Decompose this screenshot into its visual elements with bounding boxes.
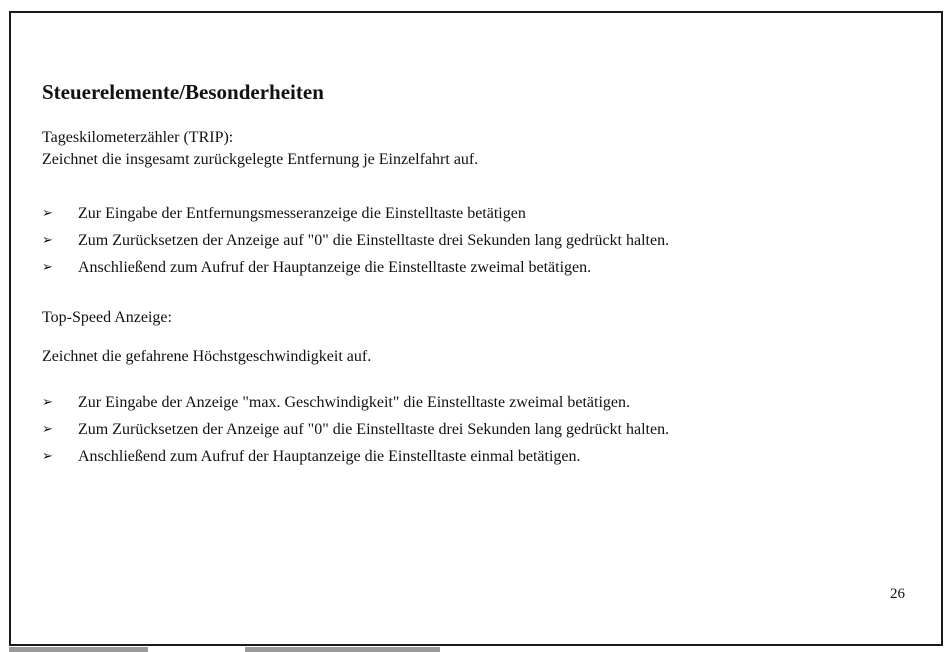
trip-steps-list xyxy=(42,203,669,284)
trip-step-text: Zur Eingabe der Entfernungsmesseranzeige die Einstelltaste betätigen xyxy=(78,205,526,222)
arrowhead-bullet-icon: ➢ xyxy=(42,449,53,464)
arrowhead-bullet-icon: ➢ xyxy=(42,395,53,410)
top-speed-description: Zeichnet die gefahrene Höchstgeschwindigkeit auf. xyxy=(42,348,372,365)
list-item xyxy=(42,257,669,284)
bottom-strip-left xyxy=(9,647,148,652)
top-speed-steps-list xyxy=(42,392,669,473)
trip-description: Zeichnet die insgesamt zurückgelegte Entfernung je Einzelfahrt auf. xyxy=(42,151,479,168)
top-speed-step-text: Zur Eingabe der Anzeige "max. Geschwindigkeit" die Einstelltaste zweimal betätigen. xyxy=(78,394,630,411)
top-speed-step-text: Anschließend zum Aufruf der Hauptanzeige die Einstelltaste einmal betätigen. xyxy=(78,448,581,465)
list-item xyxy=(42,419,669,446)
list-item xyxy=(42,203,669,230)
trip-step-text: Anschließend zum Aufruf der Hauptanzeige die Einstelltaste zweimal betätigen. xyxy=(78,259,592,276)
list-item xyxy=(42,446,669,473)
top-speed-step-text: Zum Zurücksetzen der Anzeige auf "0" die Einstelltaste drei Sekunden lang gedrückt halten. xyxy=(78,421,670,438)
page-number: 26 xyxy=(890,586,905,602)
section-heading: Steuerelemente/Besonderheiten xyxy=(42,80,324,104)
list-item xyxy=(42,230,669,257)
trip-title: Tageskilometerzähler (TRIP): xyxy=(42,129,234,146)
trip-step-text: Zum Zurücksetzen der Anzeige auf "0" die Einstelltaste drei Sekunden lang gedrückt halten. xyxy=(78,232,670,249)
bottom-strip-right xyxy=(245,647,440,652)
arrowhead-bullet-icon: ➢ xyxy=(42,206,53,221)
top-speed-title: Top-Speed Anzeige: xyxy=(42,309,172,326)
arrowhead-bullet-icon: ➢ xyxy=(42,260,53,275)
arrowhead-bullet-icon: ➢ xyxy=(42,233,53,248)
list-item xyxy=(42,392,669,419)
arrowhead-bullet-icon: ➢ xyxy=(42,422,53,437)
